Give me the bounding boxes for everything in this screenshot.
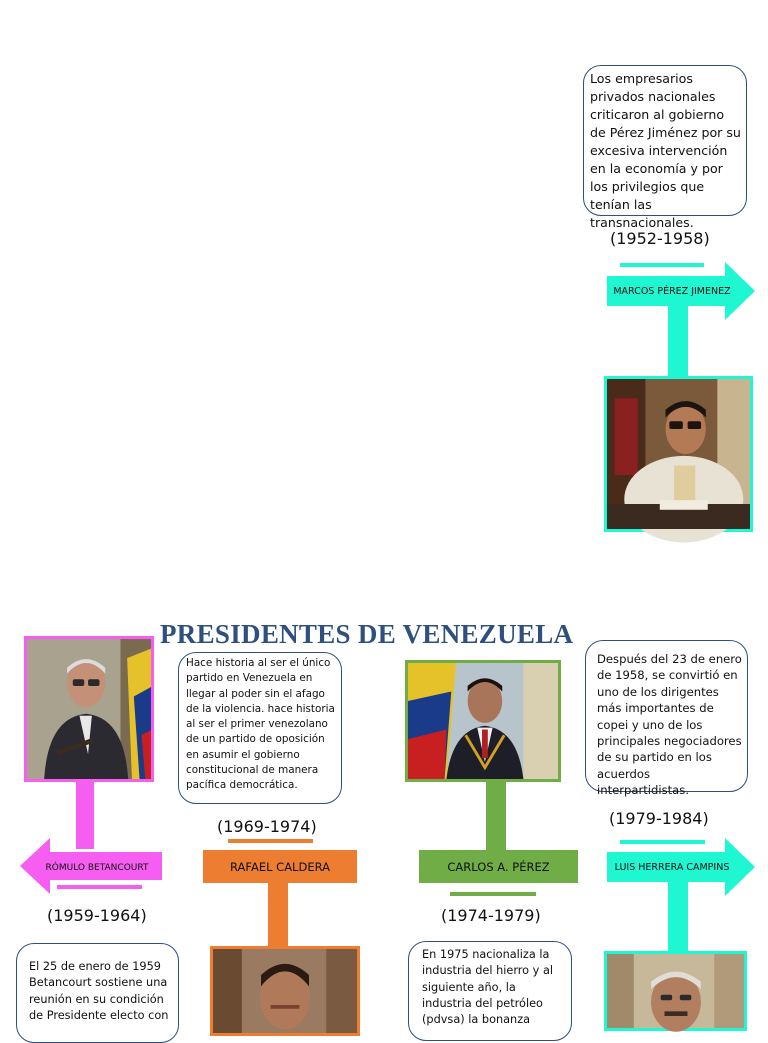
carlos-perez-connector — [486, 780, 506, 850]
caldera-text-bubble — [178, 652, 342, 804]
herrera-campins-description: Después del 23 de enero de 1958, se convirtió en uno de los dirigentes más importantes de copei y uno de los principales negociadores de su partido en los acuerdos interpartidistas. — [597, 652, 742, 798]
perez-jimenez-name-label: MARCOS PÉREZ JIMENEZ — [613, 285, 731, 297]
caldera-years: (1969-1974) — [217, 817, 317, 836]
caldera-name-label: RAFAEL CALDERA — [203, 850, 357, 883]
betancourt-portrait — [24, 636, 154, 782]
carlos-perez-portrait — [405, 660, 561, 782]
caldera-portrait — [210, 946, 360, 1036]
herrera-campins-years: (1979-1984) — [609, 809, 709, 828]
perez-jimenez-text-bubble — [583, 65, 747, 230]
carlos-perez-description: En 1975 nacionaliza la industria del hierro y al siguiente año, la industria del petróleo (pdvsa) la bonanza — [422, 948, 554, 1027]
perez-jimenez-description: Los empresarios privados nacionales criticaron al gobierno de Pérez Jiménez por su excesiva intervención en la economía y por los privilegios que tenían las transnacionales. — [590, 71, 741, 230]
carlos-perez-text-bubble — [408, 941, 572, 1041]
herrera-campins-text-bubble — [585, 640, 748, 798]
herrera-campins-connector — [668, 882, 688, 956]
page-title: PRESIDENTES DE VENEZUELA — [160, 619, 574, 649]
carlos-perez-underline — [450, 892, 536, 896]
herrera-campins-portrait — [604, 951, 747, 1031]
betancourt-text-bubble — [16, 943, 179, 1043]
perez-jimenez-portrait — [604, 376, 753, 532]
herrera-campins-name-label: LUIS HERRERA CAMPINS — [614, 861, 730, 873]
perez-jimenez-connector — [668, 305, 688, 380]
carlos-perez-years: (1974-1979) — [441, 906, 541, 925]
betancourt-name-label: RÓMULO BETANCOURT — [45, 863, 149, 873]
perez-jimenez-years: (1952-1958) — [610, 229, 710, 248]
caldera-description: Hace historia al ser el único partido en Venezuela en llegar al poder sin el afago de la violencia. hace historia al ser el primer venezolano de un partido de oposición en asumir el gobierno constitucional de manera pacífica democrática. — [186, 657, 335, 792]
betancourt-description: El 25 de enero de 1959 Betancourt sostiene una reunión en su condición de Presidente electo con — [29, 960, 169, 1022]
caldera-underline — [228, 839, 313, 843]
betancourt-underline — [57, 885, 142, 889]
carlos-perez-name-label: CARLOS A. PÉREZ — [419, 850, 578, 883]
caldera-connector — [268, 883, 288, 949]
betancourt-years: (1959-1964) — [47, 906, 147, 925]
